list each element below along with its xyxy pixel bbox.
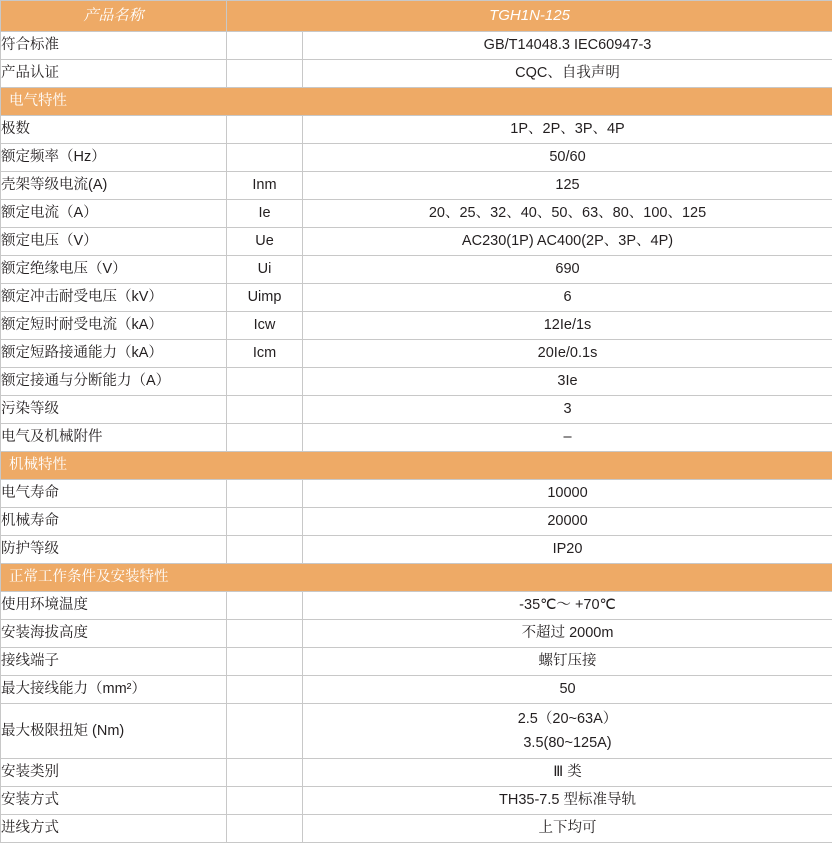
table-row [1, 144, 832, 172]
row-value [303, 704, 832, 759]
section-header-row [1, 452, 832, 480]
row-symbol: Ie [227, 200, 303, 228]
row-label: 安装方式 [1, 787, 227, 815]
row-value: Ⅲ 类 [303, 759, 832, 787]
header-label: 产品名称 [1, 1, 227, 32]
row-symbol: Uimp [227, 284, 303, 312]
row-label: 额定电流（A） [1, 200, 227, 228]
table-row [1, 368, 832, 396]
row-value: CQC、自我声明 [303, 60, 832, 88]
table-row [1, 648, 832, 676]
row-symbol [227, 592, 303, 620]
row-value: 上下均可 [303, 815, 832, 843]
table-row [1, 787, 832, 815]
table-row [1, 480, 832, 508]
row-label: 额定频率（Hz） [1, 144, 227, 172]
row-value: 3 [303, 396, 832, 424]
table-row [1, 592, 832, 620]
section-label: 机械特性 [1, 452, 832, 480]
row-symbol [227, 368, 303, 396]
row-label: 额定冲击耐受电压（kV） [1, 284, 227, 312]
row-value-line: 2.5（20~63A） [303, 710, 832, 728]
table-row [1, 228, 832, 256]
table-row [1, 60, 832, 88]
row-value: 20、25、32、40、50、63、80、100、125 [303, 200, 832, 228]
table-row [1, 340, 832, 368]
row-value: – [303, 424, 832, 452]
row-symbol [227, 144, 303, 172]
row-symbol: Ue [227, 228, 303, 256]
row-symbol [227, 116, 303, 144]
row-label: 极数 [1, 116, 227, 144]
row-label: 额定电压（V） [1, 228, 227, 256]
table-row [1, 116, 832, 144]
row-symbol [227, 396, 303, 424]
row-value: 10000 [303, 480, 832, 508]
row-label: 电气寿命 [1, 480, 227, 508]
row-value: AC230(1P) AC400(2P、3P、4P) [303, 228, 832, 256]
row-label: 最大接线能力（mm²） [1, 676, 227, 704]
row-value: 50 [303, 676, 832, 704]
row-label: 进线方式 [1, 815, 227, 843]
row-label: 防护等级 [1, 536, 227, 564]
row-value: 50/60 [303, 144, 832, 172]
row-symbol [227, 787, 303, 815]
table-row [1, 396, 832, 424]
row-value: 1P、2P、3P、4P [303, 116, 832, 144]
row-label: 壳架等级电流(A) [1, 172, 227, 200]
row-label: 电气及机械附件 [1, 424, 227, 452]
row-label: 接线端子 [1, 648, 227, 676]
table-row [1, 172, 832, 200]
row-symbol [227, 480, 303, 508]
row-value: IP20 [303, 536, 832, 564]
row-value: GB/T14048.3 IEC60947-3 [303, 32, 832, 60]
row-symbol [227, 536, 303, 564]
row-value: 690 [303, 256, 832, 284]
row-value: 125 [303, 172, 832, 200]
row-label: 产品认证 [1, 60, 227, 88]
header-value: TGH1N-125 [227, 1, 832, 32]
row-symbol [227, 648, 303, 676]
row-label: 机械寿命 [1, 508, 227, 536]
row-value: 不超过 2000m [303, 620, 832, 648]
row-symbol [227, 424, 303, 452]
row-symbol [227, 704, 303, 759]
table-row [1, 704, 832, 759]
row-symbol [227, 676, 303, 704]
row-symbol [227, 759, 303, 787]
row-label: 使用环境温度 [1, 592, 227, 620]
row-label: 安装类别 [1, 759, 227, 787]
row-label: 额定短时耐受电流（kA） [1, 312, 227, 340]
row-value: 6 [303, 284, 832, 312]
table-row [1, 536, 832, 564]
section-label: 正常工作条件及安装特性 [1, 564, 832, 592]
row-value: -35℃～ +70℃ [303, 592, 832, 620]
table-row [1, 424, 832, 452]
row-value: 20Ie/0.1s [303, 340, 832, 368]
row-value: 20000 [303, 508, 832, 536]
section-label: 电气特性 [1, 88, 832, 116]
row-symbol [227, 508, 303, 536]
table-row [1, 508, 832, 536]
table-row [1, 620, 832, 648]
row-symbol: Ui [227, 256, 303, 284]
row-symbol: Icw [227, 312, 303, 340]
row-label: 安装海拔高度 [1, 620, 227, 648]
table-row [1, 32, 832, 60]
spec-table-body [1, 1, 832, 843]
table-header-row [1, 1, 832, 32]
section-header-row [1, 88, 832, 116]
row-value-line: 3.5(80~125A) [303, 734, 832, 752]
row-label: 额定短路接通能力（kA） [1, 340, 227, 368]
row-label: 符合标准 [1, 32, 227, 60]
row-symbol: Icm [227, 340, 303, 368]
row-symbol [227, 60, 303, 88]
table-row [1, 200, 832, 228]
row-value: 螺钉压接 [303, 648, 832, 676]
row-symbol: Inm [227, 172, 303, 200]
row-label: 污染等级 [1, 396, 227, 424]
table-row [1, 312, 832, 340]
row-symbol [227, 32, 303, 60]
row-label: 最大极限扭矩 (Nm) [1, 704, 227, 759]
row-value: 12Ie/1s [303, 312, 832, 340]
table-row [1, 815, 832, 843]
row-symbol [227, 815, 303, 843]
row-value: TH35-7.5 型标准导轨 [303, 787, 832, 815]
table-row [1, 256, 832, 284]
row-symbol [227, 620, 303, 648]
table-row [1, 759, 832, 787]
row-value: 3Ie [303, 368, 832, 396]
table-row [1, 284, 832, 312]
table-row [1, 676, 832, 704]
row-value-lines [303, 710, 832, 752]
section-header-row [1, 564, 832, 592]
row-label: 额定接通与分断能力（A） [1, 368, 227, 396]
row-label: 额定绝缘电压（V） [1, 256, 227, 284]
